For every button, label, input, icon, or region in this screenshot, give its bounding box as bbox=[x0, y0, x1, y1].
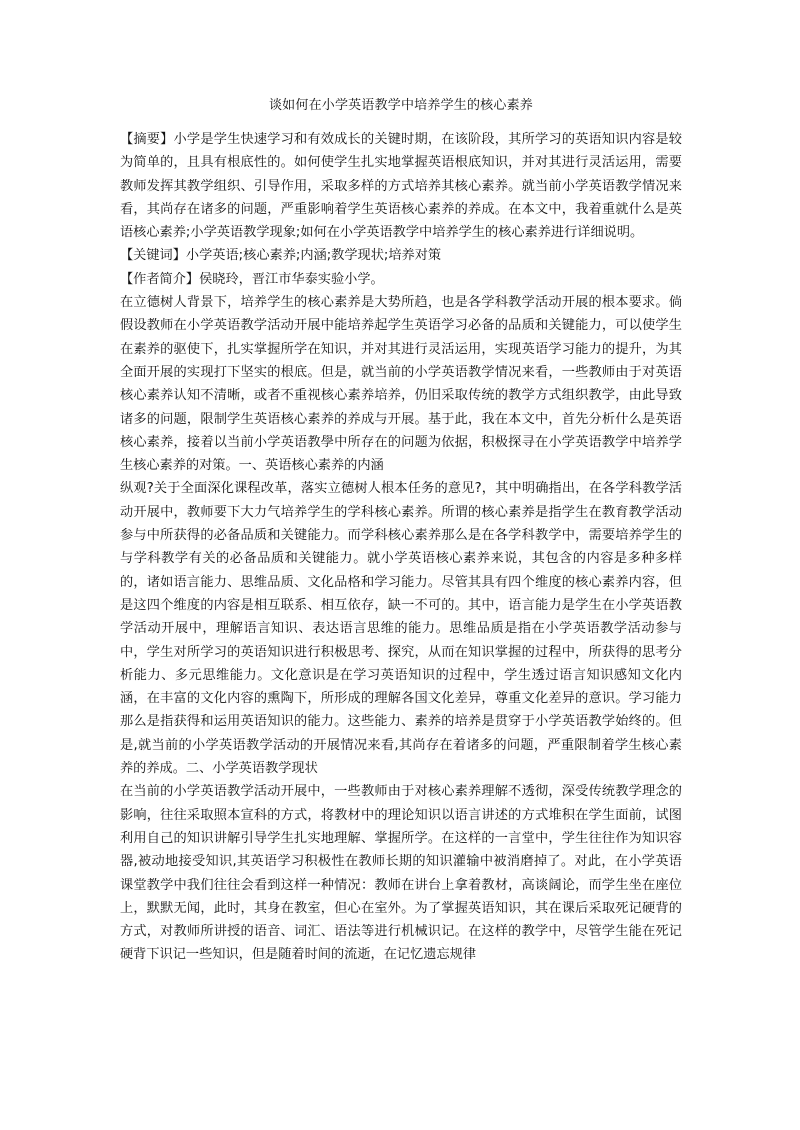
body-paragraph-1: 在立德树人背景下，培养学生的核心素养是大势所趋，也是各学科教学活动开展的根本要求。倘假设教师在小学英语教学活动开展中能培养起学生英语学习必备的品质和关键能力，可以使学生在素养的驱使下，扎实掌握所学在知识，并对其进行灵活运用，实现英语学习能力的提升，为其全面开展的实现打下坚实的根底。但是，就当前的小学英语教学情况来看，一些教师由于对英语核心素养认知不清晰，或者不重视核心素养培养，仍旧采取传统的教学方式组织教学，由此导致诸多的问题，限制学生英语核心素养的养成与开展。基于此，我在本文中，首先分析什么是英语核心素养，接着以当前小学英语教學中所存在的问题为依据，积极探寻在小学英语教学中培养学生核心素养的对策。一、英语核心素养的内涵 bbox=[120, 295, 682, 474]
keywords-line: 【关键词】小学英语;核心素养;内涵;教学现状;培养对策 bbox=[120, 248, 442, 264]
body-paragraph-2: 纵观?关于全面深化课程改革，落实立德树人根本任务的意见?，其中明确指出，在各学科教学活动开展中，教师要下大力气培养学生的学科核心素养。所谓的核心素养是指学生在教育教学活动参与中所获得的必备品质和关键能力。而学科核心素养那么是在各学科教学中，需要培养学生的与学科教学有关的必备品质和关键能力。就小学英语核心素养来说，其包含的内容是多种多样的，诸如语言能力、思维品质、文化品格和学习能力。尽管其具有四个维度的核心素养内容，但是这四个维度的内容是相互联系、相互依存，缺一不可的。其中，语言能力是学生在小学英语教学活动开展中，理解语言知识、表达语言思维的能力。思维品质是指在小学英语教学活动参与中，学生对所学习的英语知识进行积极思考、探究，从而在知识掌握的过程中，所获得的思考分析能力、多元思维能力。文化意识是在学习英语知识的过程中，学生透过语言知识感知文化内涵，在丰富的文化内容的熏陶下，所形成的理解各国文化差异，尊重文化差异的意识。学习能力那么是指获得和运用英语知识的能力。这些能力、素养的培养是贯穿于小学英语教学始终的。但是,就当前的小学英语教学活动的开展情况来看,其尚存在着诸多的问题，严重限制着学生核心素养的养成。二、小学英语教学现状 bbox=[120, 481, 682, 777]
document-page bbox=[120, 96, 682, 967]
author-line: 【作者简介】侯晓玲，晋江市华泰实验小学。 bbox=[120, 271, 384, 287]
abstract-paragraph: 【摘要】小学是学生快速学习和有效成长的关键时期，在该阶段，其所学习的英语知识内容是较为简单的，且具有根底性的。如何使学生扎实地掌握英语根底知识，并对其进行灵活运用，需要教师发挥其教学组织、引导作用，采取多样的方式培养其核心素养。就当前小学英语教学情况来看，其尚存在诸多的问题，严重影响着学生英语核心素养的养成。在本文中，我着重就什么是英语核心素养;小学英语教学现象;如何在小学英语教学中培养学生的核心素养进行详细说明。 bbox=[120, 132, 682, 241]
document-title: 谈如何在小学英语教学中培养学生的核心素养 bbox=[268, 98, 533, 113]
body-paragraph-3: 在当前的小学英语教学活动开展中，一些教师由于对核心素养理解不透彻，深受传统教学理念的影响，往往采取照本宣科的方式，将教材中的理论知识以语言讲述的方式堆积在学生面前，试图利用自己的知识讲解引导学生扎实地理解、掌握所学。在这样的一言堂中，学生往往作为知识容器,被动地接受知识,其英语学习积极性在教师长期的知识灌输中被消磨掉了。对此，在小学英语课堂教学中我们往往会看到这样一种情况：教师在讲台上拿着教材，高谈阔论，而学生坐在座位上，默默无闻，此时，其身在教室，但心在室外。为了掌握英语知识，其在课后采取死记硬背的方式，对教师所讲授的语音、词汇、语法等进行机械识记。在这样的教学中，尽管学生能在死记硬背下识记一些知识，但是随着时间的流逝，在记忆遗忘规律 bbox=[120, 784, 682, 963]
